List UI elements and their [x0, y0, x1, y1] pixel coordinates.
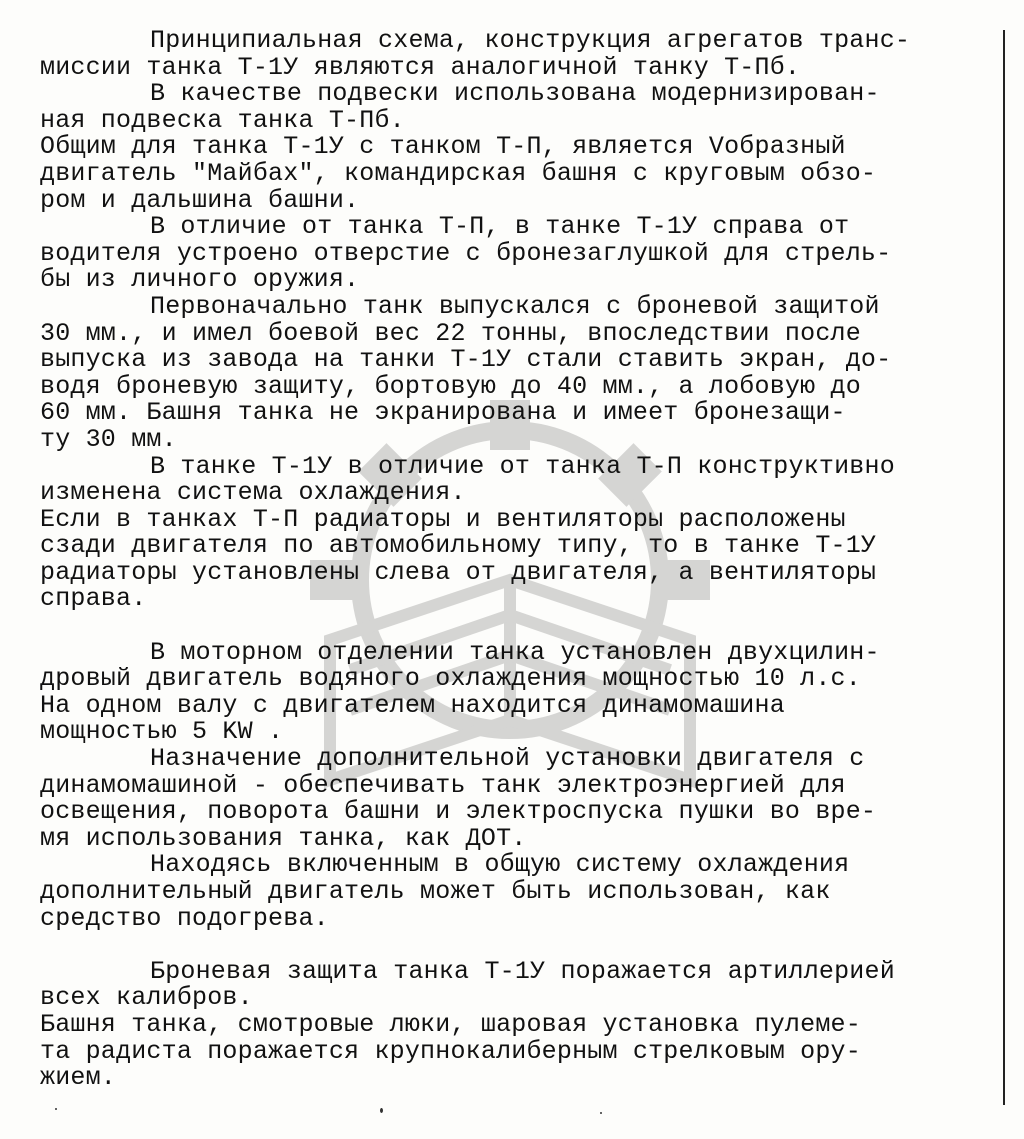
text-line: динамомашиной - обеспечивать танк электроэнергией для	[40, 770, 846, 800]
text-line: бы из личного оружия.	[40, 265, 360, 295]
text-line: Если в танках Т-П радиаторы и вентиляторы расположены	[40, 504, 846, 534]
text-line: мя использования танка, как ДОТ.	[40, 823, 527, 853]
text-line: жием.	[40, 1063, 117, 1093]
text-line: В танке Т-1У в отличие от танка Т-П конструктивно	[150, 451, 895, 481]
ink-speck	[600, 1112, 602, 1114]
text-line: всех калибров.	[40, 983, 253, 1013]
text-line: На одном валу с двигателем находится динамомашина	[40, 690, 785, 720]
text-line: водя броневую защиту, бортовую до 40 мм., а лобовую до	[40, 371, 861, 401]
document-body	[40, 28, 1000, 1092]
blank-line	[40, 613, 1000, 640]
text-line: В отличие от танка Т-П, в танке Т-1У справа от	[150, 212, 850, 242]
text-line: двигатель "Майбах", командирская башня с круговым обзо-	[40, 158, 877, 188]
text-line: 30 мм., и имел боевой вес 22 тонны, впоследствии после	[40, 318, 861, 348]
text-line: справа.	[40, 584, 147, 614]
text-line: Находясь включенным в общую систему охлаждения	[150, 850, 850, 880]
ink-speck	[55, 1108, 57, 1110]
text-line: дополнительный двигатель может быть использован, как	[40, 877, 831, 906]
text-line: В качестве подвески использована модернизирован-	[150, 79, 880, 109]
text-line: водителя устроено отверстие с бронезаглушкой для стрель-	[40, 238, 892, 268]
text-line: выпуска из завода на танки Т-1У стали ставить экран, до-	[40, 345, 892, 375]
text-line: ту 30 мм.	[40, 424, 177, 454]
margin-rule	[1003, 30, 1005, 1105]
text-line: сзади двигателя по автомобильному типу, то в танке Т-1У	[40, 531, 877, 561]
text-line: мощностью 5 KW .	[40, 717, 284, 747]
ink-speck	[380, 1108, 383, 1113]
text-line: дровый двигатель водяного охлаждения мощностью 10 л.с.	[40, 664, 861, 694]
text-line: Башня танка, смотровые люки, шаровая установка пулеме-	[40, 1009, 861, 1039]
text-line: Первоначально танк выпускался с броневой защитой	[150, 291, 880, 321]
text-line: Назначение дополнительной установки двигателя с	[150, 744, 865, 774]
text-line: средство подогрева.	[40, 903, 329, 933]
blank-line	[40, 932, 1000, 959]
text-line: изменена система охлаждения.	[40, 478, 466, 508]
text-line: Принципиальная схема, конструкция агрегатов транс-	[150, 26, 911, 55]
text-line: ром и дальшина башни.	[40, 185, 360, 215]
text-line: освещения, поворота башни и электроспуска пушки во вре-	[40, 797, 877, 827]
text-line: та радиста поражается крупнокалиберным стрелковым ору-	[40, 1036, 861, 1066]
text-line: ная подвеска танка Т-Пб.	[40, 105, 405, 135]
text-line: 60 мм. Башня танка не экранирована и имеет бронезащи-	[40, 398, 846, 428]
text-line: В моторном отделении танка установлен двухцилин-	[150, 637, 880, 667]
text-line: радиаторы установлены слева от двигателя, а вентиляторы	[40, 557, 877, 587]
text-line: миссии танка Т-1У являются аналогичной танку Т-Пб.	[40, 52, 801, 82]
text-line: Общим для танка Т-1У с танком Т-П, является Vобразный	[40, 132, 846, 162]
text-line: Броневая защита танка Т-1У поражается артиллерией	[150, 956, 895, 986]
